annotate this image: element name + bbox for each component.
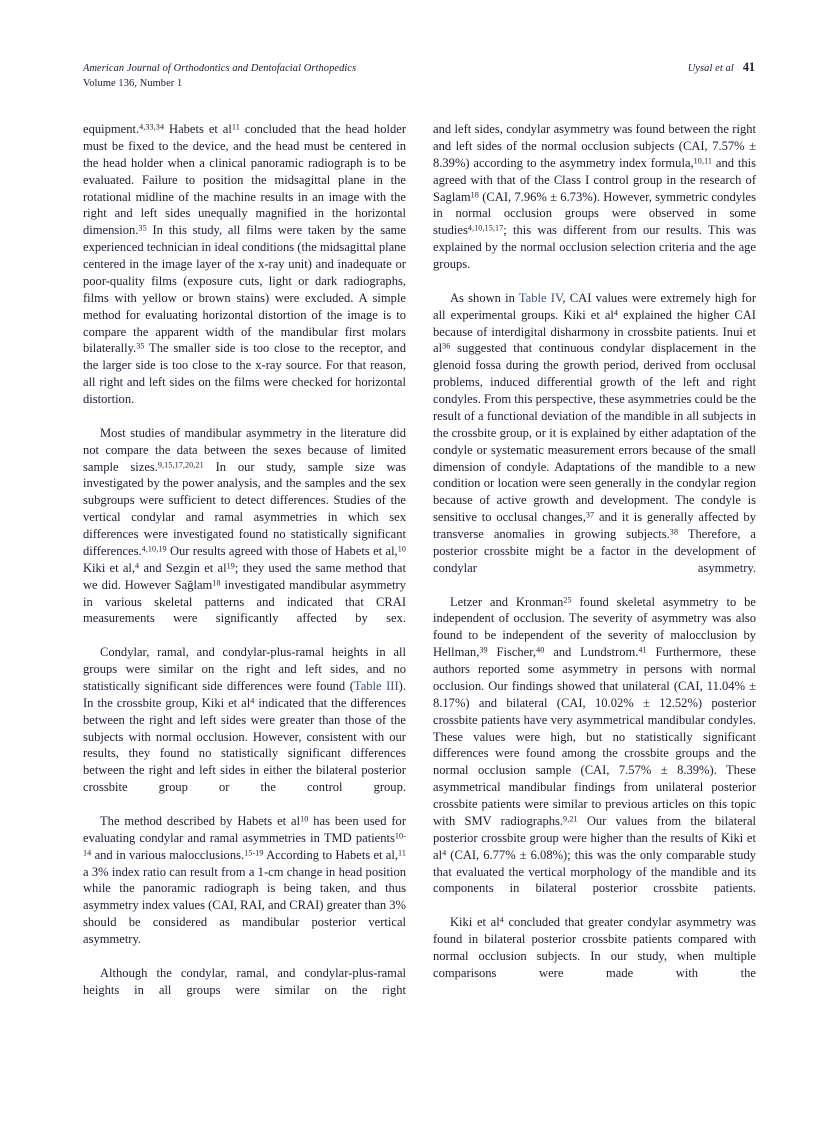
reference-superscript[interactable]: 4: [499, 915, 504, 925]
body-text: and it is generally affected by transverse anomalies in growing subjects.: [433, 510, 756, 541]
left-column: [83, 121, 406, 1015]
body-text: Our values from the bilateral posterior crossbite group were higher than the results of Kiki et al: [433, 813, 756, 862]
reference-superscript[interactable]: 37: [585, 510, 595, 520]
body-text: According to Habets et al,: [263, 847, 398, 862]
paragraph: [83, 121, 406, 425]
body-text: Condylar, ramal, and condylar-plus-ramal heights in all groups were similar on the right and left sides, and no statistically significant side differences were found (: [83, 645, 406, 693]
reference-superscript[interactable]: 25: [563, 595, 572, 605]
paragraph: [83, 644, 406, 813]
reference-superscript[interactable]: 4,10,15,17: [467, 223, 504, 233]
right-column: [433, 121, 756, 1015]
body-text: Furthermore, these authors reported some asymmetry in persons with normal occlusion. Our findings showed that unilateral (CAI, 11.04% ± 8.17%) and bilateral (CAI, 10.02% ± 12.52%) posterior crossbite patients have very asymmetrical mandibular condyles. These values were high, but no statistically significant differences were found among the crossbite groups and the normal occlusion sample (CAI, 7.57% ± 8.39%). These asymmetrical mandibular findings from unilateral posterior crossbite patients were similar to previous articles on this topic with SMV radiographs.: [433, 645, 756, 828]
running-head-top-row: [83, 60, 755, 77]
body-text: (CAI, 7.96% ± 6.73%). However, symmetric condyles in normal occlusion groups were observed in some studies: [433, 189, 756, 238]
reference-superscript[interactable]: 11: [231, 122, 240, 132]
body-text: , CAI values were extremely high for all experimental groups. Kiki et al: [433, 290, 756, 322]
body-text: In this study, all films were taken by the same experienced technician in ideal conditions (the midsagittal plane centered in the image layer of the x-ray unit) and inadequate or poor-quality films (exposure cuts, light or dark radiographs, films with yellow or brown stains) were excluded. A simple method for evaluating horizontal distortion of the image is to compare the apparent width of the mandibular first molars bilaterally.: [83, 223, 406, 356]
reference-superscript[interactable]: 10,11: [693, 156, 713, 166]
running-head-authors: Uysal et al: [687, 63, 734, 74]
paragraph: [83, 965, 406, 1016]
reference-superscript[interactable]: 35: [138, 223, 147, 233]
body-text: ; they used the same method that we did. However Sağlam: [83, 560, 406, 592]
body-text: investigated mandibular asymmetry in various skeletal patterns and indicated that CRAI measurements were significantly affected by sex.: [83, 577, 406, 626]
journal-title: American Journal of Orthodontics and Dentofacial Orthopedics: [83, 63, 357, 74]
reference-superscript[interactable]: 4,33,34: [139, 122, 165, 132]
volume-issue-text: Volume 136, Number 1: [83, 77, 183, 89]
reference-superscript[interactable]: 9,21: [563, 814, 578, 824]
body-text: concluded that the head holder must be fixed to the device, and the head must be centered in the head holder when a clinical panoramic radiograph is to be evaluated. Failure to position the midsagittal plane in the rotational midline of the machine results in an image with the right and left sides unequally magnified in the horizontal dimension.: [83, 122, 407, 238]
reference-superscript[interactable]: 4,10,19: [141, 544, 167, 554]
body-text: Therefore, a posterior crossbite might be a factor in the development of condylar asymmetry.: [433, 527, 756, 575]
body-text: indicated that the differences between the right and left sides were greater than those of the subjects with normal occlusion. However, consistent with our results, they found no statistically significant differences between the right and left sides in either the bilateral posterior crossbite group or the control group.: [83, 695, 406, 795]
page-number: 41: [742, 60, 755, 74]
body-text: concluded that greater condylar asymmetry was found in bilateral posterior crossbite patients compared with normal occlusion subjects. In our study, when multiple comparisons were made with the: [433, 915, 756, 980]
paragraph: [433, 914, 756, 998]
body-columns: [83, 121, 757, 1015]
body-text: Kiki et al: [450, 915, 500, 930]
body-text: Fischer,: [487, 645, 537, 660]
reference-superscript[interactable]: 15-19: [244, 848, 264, 858]
body-text: and left sides, condylar asymmetry was found between the right and left sides of the normal occlusion subjects (CAI, 7.57% ± 8.39%) according to the asymmetry index formula,: [433, 122, 756, 170]
body-text: Kiki et al,: [83, 560, 136, 575]
table-cross-reference-link[interactable]: Table IV: [518, 290, 563, 305]
body-text: In our study, sample size was investigated by the power analysis, and the samples and the sex subgroups were sufficient to detect differences. Studies of the vertical condylar and ramal asymmetries in which sex differences were investigated found no statistically significant differences.: [83, 459, 406, 558]
body-text: ). In the crossbite group, Kiki et al: [83, 678, 406, 710]
body-text: and Lundstrom.: [544, 645, 639, 660]
body-text: equipment.: [83, 122, 140, 136]
table-cross-reference-link[interactable]: Table III: [353, 678, 399, 693]
paragraph: [83, 425, 406, 644]
reference-superscript[interactable]: 18: [470, 190, 479, 200]
body-text: The method described by Habets et al: [100, 813, 301, 828]
reference-superscript[interactable]: 4: [613, 308, 619, 318]
reference-superscript[interactable]: 10: [300, 814, 309, 824]
reference-superscript[interactable]: 10: [397, 544, 406, 554]
paragraph: [83, 813, 406, 965]
body-text: Our results agreed with those of Habets et al,: [166, 543, 398, 558]
body-text: suggested that continuous condylar displacement in the glenoid fossa during the growth period, derived from occlusal problems, induced differential growth of the left and right condyles. From this perspective, these asymmetries could be the result of a functional deviation of the mandible in all subjects in the crossbite group, or it is explained by either adaptation of the condyle or systematic measurement errors because of the small dimension of condyle. Adaptations of the mandible to a new condition or location were seen generally in the condylar region because of active growth and development. The condyle is sensitive to occlusal changes,: [433, 341, 756, 525]
body-text: Habets et al: [164, 122, 232, 136]
body-text: As shown in: [450, 290, 519, 305]
reference-superscript[interactable]: 9,15,17,20,21: [157, 460, 204, 470]
reference-superscript[interactable]: 4: [135, 561, 140, 571]
body-text: Letzer and Kronman: [450, 594, 564, 609]
body-text: explained the higher CAI because of interdigital disharmony in crossbite patients. Inui et al: [433, 307, 756, 356]
reference-superscript[interactable]: 36: [442, 341, 451, 351]
running-head: [83, 60, 755, 91]
body-text: and Sezgin et al: [139, 560, 227, 575]
body-text: found skeletal asymmetry to be independent of occlusion. The severity of asymmetry was also found to be independent of the severity of malocclusion by Hellman,: [433, 594, 756, 660]
paragraph: [433, 121, 756, 290]
body-text: ; this was different from our results. This was explained by the normal occlusion selection criteria and the age groups.: [433, 223, 756, 271]
body-text: The smaller side is too close to the receptor, and the larger side is too close to the x-ray source. For that reason, all right and left sides on the films were checked for horizontal distortion.: [83, 341, 406, 406]
reference-superscript[interactable]: 41: [638, 645, 647, 655]
reference-superscript[interactable]: 4: [442, 848, 447, 858]
volume-issue-line: [83, 77, 755, 92]
running-head-right: [688, 60, 755, 77]
reference-superscript[interactable]: 10-14: [83, 831, 406, 858]
reference-superscript[interactable]: 18: [212, 578, 221, 588]
body-text: and in various malocclusions.: [91, 847, 245, 862]
paragraph: [433, 290, 756, 594]
body-text: has been used for evaluating condylar and ramal asymmetries in TMD patients: [83, 813, 407, 845]
reference-superscript[interactable]: 38: [669, 527, 679, 537]
body-text: and this agreed with that of the Class I control group in the research of Saglam: [433, 155, 756, 204]
reference-superscript[interactable]: 39: [479, 645, 488, 655]
reference-superscript[interactable]: 19: [226, 561, 235, 571]
body-text: Most studies of mandibular asymmetry in the literature did not compare the data between the sexes because of limited sample sizes.: [83, 425, 406, 474]
reference-superscript[interactable]: 4: [250, 696, 255, 706]
body-text: a 3% index ratio can result from a 1-cm change in head position while the panoramic radiograph is being taken, and thus asymmetry index values (CAI, RAI, and CRAI) greater than 3% should be considered as mandibular posterior vertical asymmetry.: [83, 864, 406, 946]
reference-superscript[interactable]: 35: [136, 341, 145, 351]
body-text: (CAI, 6.77% ± 6.08%); this was the only comparable study that evaluated the vertical morphology of the mandible and its components in bilateral posterior crossbite patients.: [433, 847, 756, 896]
reference-superscript[interactable]: 11: [398, 848, 406, 858]
reference-superscript[interactable]: 40: [536, 645, 545, 655]
paragraph: [433, 594, 756, 915]
body-text: Although the condylar, ramal, and condylar-plus-ramal heights in all groups were similar on the right: [83, 965, 406, 997]
